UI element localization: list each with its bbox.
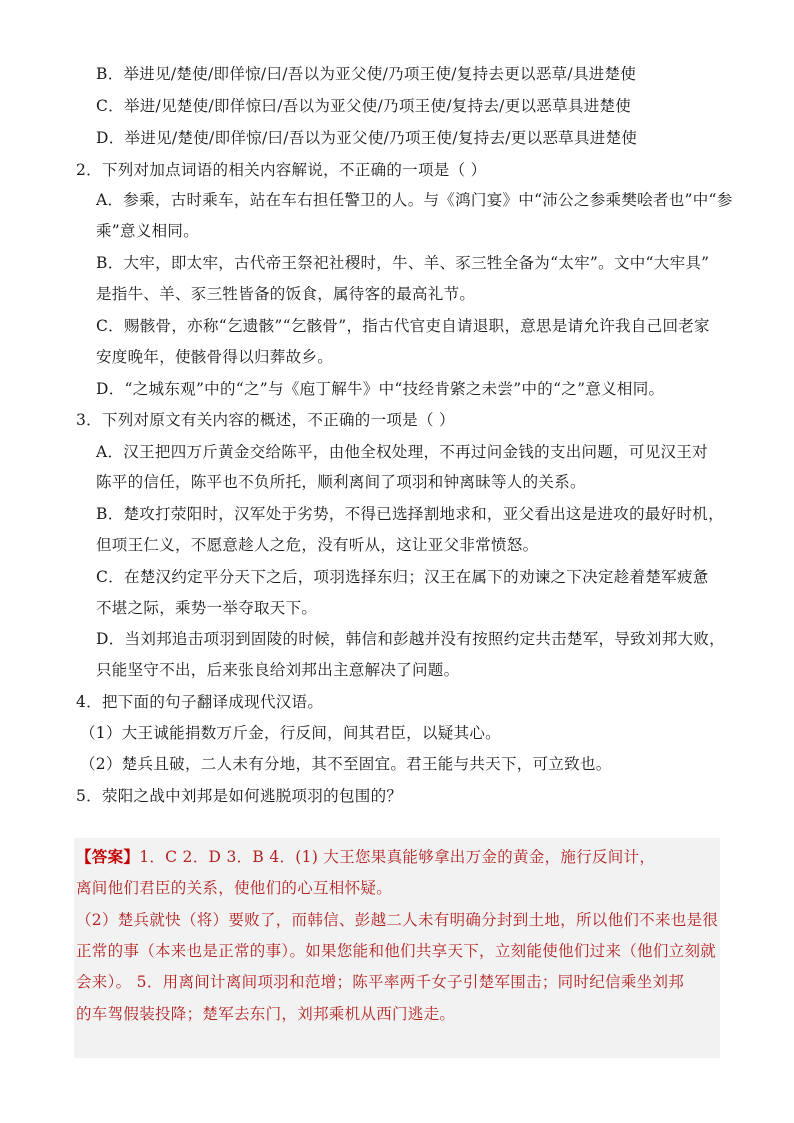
answer-line-5: 会来）。 5．用离间计离间项羽和范增；陈平率两千女子引楚军围击；同时纪信乘坐刘邦 [76,973,685,991]
q1-option-c: C．举进/见楚使/即佯惊曰/吾以为亚父使/乃项王使/复持去/更以恶草具进楚使 [96,97,632,115]
q2-option-b-line1: B．大牢，即太牢，古代帝王祭祀社稷时，牛、羊、豕三牲全备为“太牢”。文中“大牢具” [96,254,710,272]
answer-tag: 【答案】 [76,847,140,866]
q1-option-d: D．举进见/楚使/即佯惊/曰/吾以为亚父使/乃项王使/复持去/更以恶草具进楚使 [96,129,638,147]
q2-option-b-line2: 是指牛、羊、豕三牲皆备的饭食，属待客的最高礼节。 [96,285,476,303]
q3-option-b-line2: 但项王仁义，不愿意趁人之危，没有听从，这让亚父非常愤怒。 [96,536,539,554]
question-5-stem: 5．荥阳之战中刘邦是如何逃脱项羽的包围的？ [76,787,403,805]
answer-line-2: 离间他们君臣的关系，使他们的心互相怀疑。 [76,879,393,897]
q3-option-a-line1: A．汉王把四万斤黄金交给陈平，由他全权处理，不再过问金钱的支出问题，可见汉王对 [96,443,708,461]
q2-option-a-line1: A．参乘，古时乘车，站在车右担任警卫的人。与《鸿门宴》中“沛公之参乘樊哙者也”中“参 [96,191,733,209]
q3-option-d-line2: 只能坚守不出，后来张良给刘邦出主意解决了问题。 [96,661,460,679]
question-3-stem: 3．下列对原文有关内容的概述，不正确的一项是（ ） [76,411,455,429]
q2-option-d: D．“之城东观”中的“之”与《庖丁解牛》中“技经肯綮之未尝”中的“之”意义相同。 [96,380,665,398]
q4-sentence-1: （1）大王诚能捐数万斤金，行反间，间其君臣，以疑其心。 [80,724,501,742]
question-4-stem: 4．把下面的句子翻译成现代汉语。 [76,693,324,711]
answer-line-3: （2）楚兵就快（将）要败了，而韩信、彭越二人未有明确分封到土地，所以他们不来也是很 [76,911,719,929]
q2-option-a-line2: 乘”意义相同。 [96,222,200,240]
q3-option-c-line2: 不堪之际，乘势一举夺取天下。 [96,599,318,617]
answer-line-1-text: 1．C 2．D 3．B 4．(1) 大王您果真能够拿出万金的黄金，施行反间计， [139,848,656,866]
question-2-stem: 2．下列对加点词语的相关内容解说，不正确的一项是（ ） [76,161,487,179]
answer-line-1 [76,846,655,868]
answer-line-4: 正常的事（本来也是正常的事）。如果您能和他们共享天下，立刻能使他们过来（他们立刻就 [76,942,717,960]
answer-line-6: 的车驾假装投降；楚军去东门，刘邦乘机从西门逃走。 [76,1005,456,1023]
q4-sentence-2: （2）楚兵且破，二人未有分地，其不至固宜。君王能与共天下，可立致也。 [80,755,612,773]
q3-option-c-line1: C．在楚汉约定平分天下之后，项羽选择东归；汉王在属下的劝谏之下决定趁着楚军疲惫 [96,568,709,586]
q2-option-c-line2: 安度晚年，使骸骨得以归葬故乡。 [96,348,334,366]
q3-option-b-line1: B．楚攻打荥阳时，汉军处于劣势，不得已选择割地求和，亚父看出这是进攻的最好时机， [96,505,724,523]
q3-option-d-line1: D．当刘邦追击项羽到固陵的时候，韩信和彭越并没有按照约定共击楚军，导致刘邦大败， [96,630,725,648]
q2-option-c-line1: C．赐骸骨，亦称“乞遗骸”“乞骸骨”，指古代官吏自请退职，意思是请允许我自己回老家 [96,317,710,335]
q3-option-a-line2: 陈平的信任，陈平也不负所托，顺利离间了项羽和钟离昧等人的关系。 [96,473,586,491]
q1-option-b: B．举进见/楚使/即佯惊/曰/吾以为亚父使/乃项王使/复持去更以恶草/具进楚使 [96,65,637,83]
